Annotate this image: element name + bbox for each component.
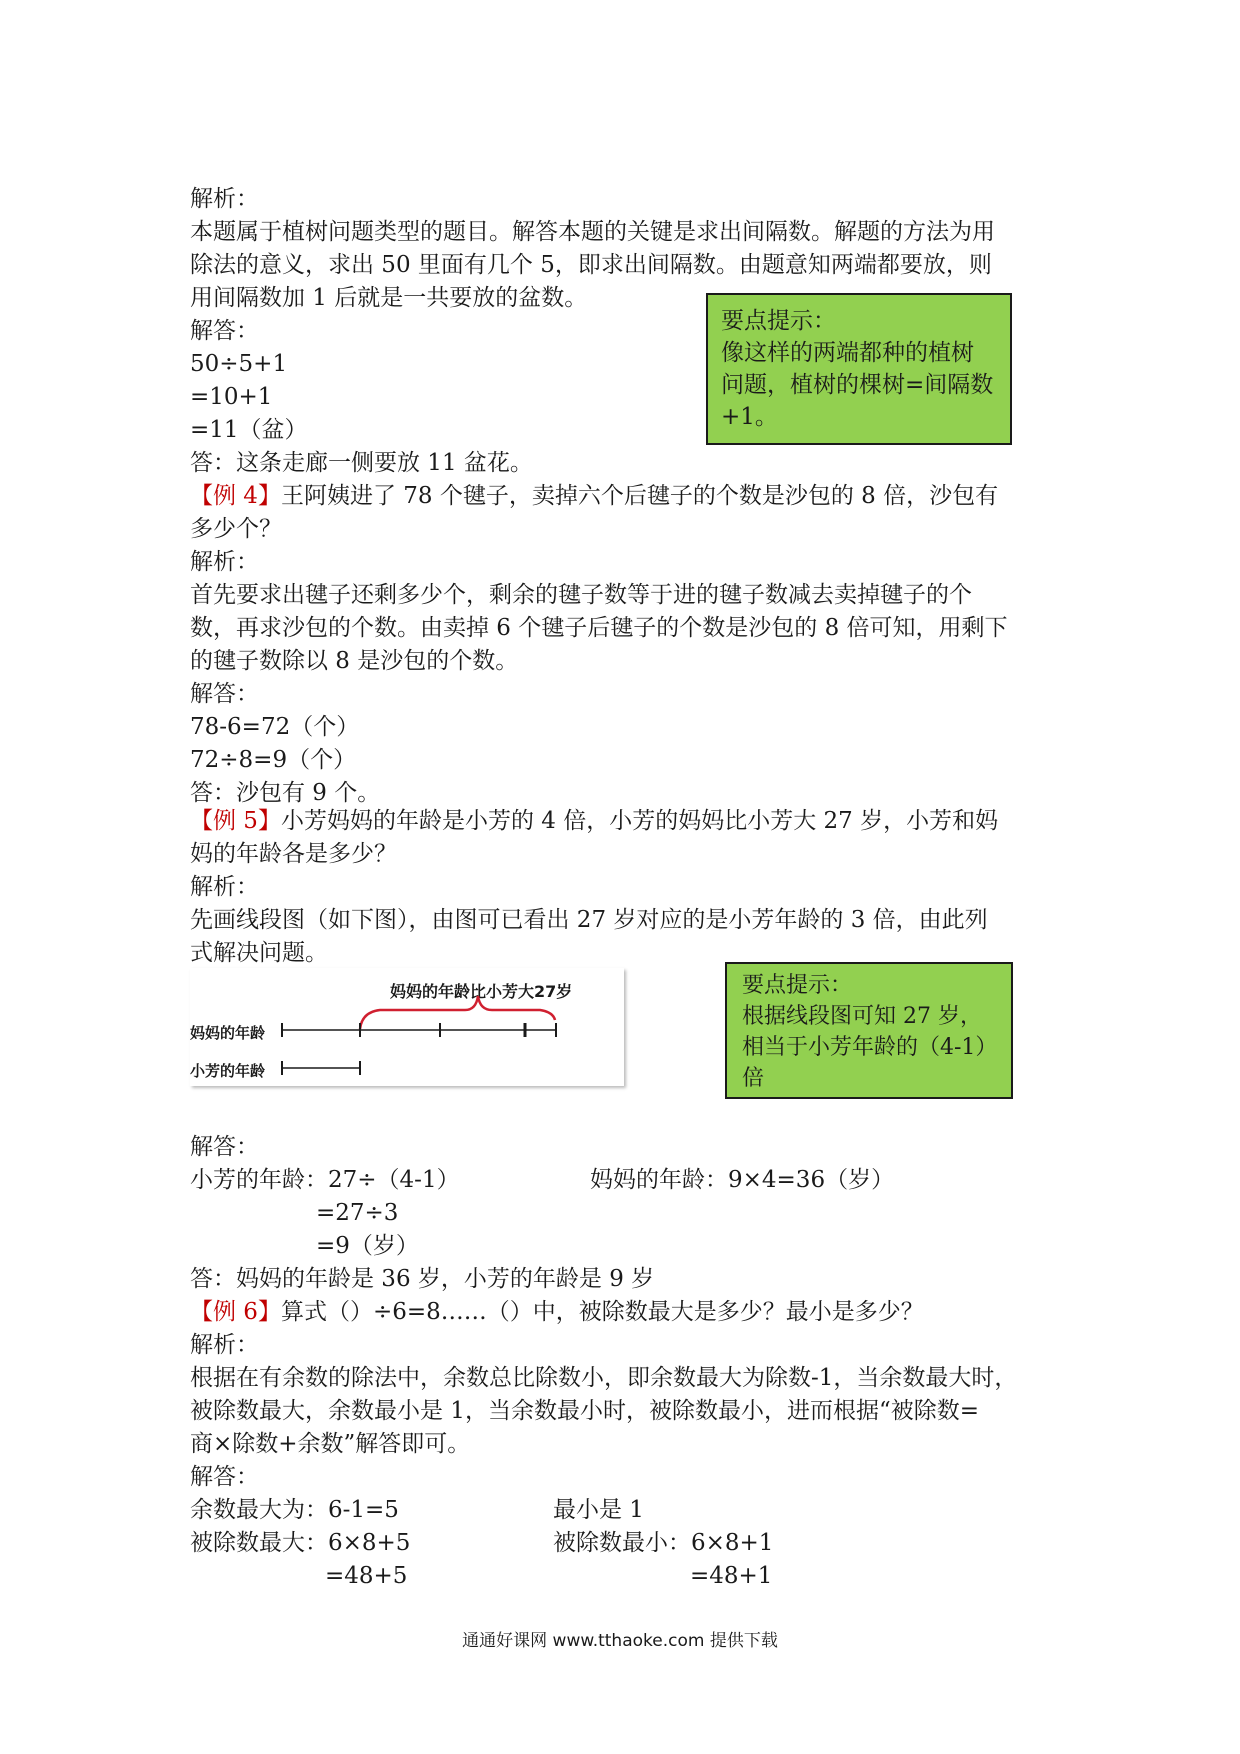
- calc-step: 78-6=72（个）: [190, 714, 360, 740]
- question-text: 王阿姨进了 78 个毽子，卖掉六个后毽子的个数是沙包的 8 倍，沙包有: [280, 483, 999, 509]
- tip-line: 根据线段图可知 27 岁，: [742, 1004, 982, 1029]
- analysis-line: 用间隔数加 1 后就是一共要放的盆数。: [190, 285, 588, 311]
- answer-label: 解答：: [190, 1464, 259, 1490]
- calc-step: 小芳的年龄：27÷（4-1）: [190, 1167, 460, 1193]
- example-tag: 【例 4】: [190, 483, 281, 509]
- analysis-line: 首先要求出毽子还剩多少个，剩余的毽子数等于进的毽子数减去卖掉毽子的个: [190, 582, 972, 608]
- tip-heading: 要点提示：: [742, 973, 853, 998]
- tip-line: 问题，植树的棵树=间隔数: [721, 372, 994, 398]
- answer-label: 解答：: [190, 318, 259, 344]
- calc-step: =48+1: [690, 1563, 773, 1589]
- example-tag: 【例 5】: [190, 808, 281, 834]
- analysis-line: 本题属于植树问题类型的题目。解答本题的关键是求出间隔数。解题的方法为用: [190, 219, 995, 245]
- calc-step: 最小是 1: [553, 1497, 644, 1523]
- analysis-line: 的毽子数除以 8 是沙包的个数。: [190, 648, 519, 674]
- analysis-label: 解析：: [190, 874, 259, 900]
- answer-label: 解答：: [190, 681, 259, 707]
- key-point-box: [725, 962, 1013, 1099]
- example-question: [190, 1296, 924, 1328]
- mom-age-label: 妈妈的年龄: [190, 1024, 266, 1042]
- calc-step: 被除数最大：6×8+5: [190, 1530, 411, 1556]
- analysis-line: 先画线段图（如下图），由图可已看出 27 岁对应的是小芳年龄的 3 倍，由此列: [190, 907, 988, 933]
- analysis-line: 式解决问题。: [190, 940, 328, 966]
- page-footer: 通通好课网 www.tthaoke.com 提供下载: [462, 1631, 778, 1651]
- analysis-line: 除法的意义，求出 50 里面有几个 5，即求出间隔数。由题意知两端都要放，则: [190, 252, 992, 278]
- answer-sentence: 答：妈妈的年龄是 36 岁，小芳的年龄是 9 岁: [190, 1266, 655, 1292]
- analysis-line: 根据在有余数的除法中，余数总比除数小，即余数最大为除数-1，当余数最大时，: [190, 1365, 1018, 1391]
- tip-line: 倍: [742, 1066, 765, 1091]
- key-point-box: [706, 293, 1012, 445]
- analysis-line: 商×除数+余数”解答即可。: [190, 1431, 471, 1457]
- calc-step: 50÷5+1: [190, 351, 288, 377]
- analysis-label: 解析：: [190, 1332, 259, 1358]
- question-text: 多少个？: [190, 516, 282, 542]
- tip-line: 相当于小芳年龄的（4-1）: [742, 1035, 998, 1060]
- calc-step: 72÷8=9（个）: [190, 747, 357, 773]
- analysis-line: 被除数最大，余数最小是 1，当余数最小时，被除数最小，进而根据“被除数=: [190, 1398, 979, 1424]
- analysis-line: 数，再求沙包的个数。由卖掉 6 个毽子后毽子的个数是沙包的 8 倍可知，用剩下: [190, 615, 1008, 641]
- calc-step: 余数最大为：6-1=5: [190, 1497, 399, 1523]
- tip-heading: 要点提示：: [721, 308, 836, 334]
- example-question: [190, 480, 998, 512]
- question-text: 妈的年龄各是多少？: [190, 841, 397, 867]
- tip-line: 像这样的两端都种的植树: [721, 340, 974, 366]
- example-tag: 【例 6】: [190, 1299, 281, 1325]
- calc-step: =27÷3: [316, 1200, 399, 1226]
- line-segment-svg: [190, 968, 624, 1086]
- line-segment-diagram: [190, 968, 624, 1086]
- calc-step: 妈妈的年龄：9×4=36（岁）: [590, 1167, 895, 1193]
- answer-label: 解答：: [190, 1134, 259, 1160]
- calc-step: =9（岁）: [316, 1233, 419, 1259]
- answer-sentence: 答：沙包有 9 个。: [190, 780, 381, 806]
- fang-age-label: 小芳的年龄: [190, 1062, 266, 1080]
- question-text: 小芳妈妈的年龄是小芳的 4 倍，小芳的妈妈比小芳大 27 岁，小芳和妈: [280, 808, 999, 834]
- analysis-label: 解析：: [190, 186, 259, 212]
- calc-step: =11（盆）: [190, 417, 308, 443]
- diagram-title: 妈妈的年龄比小芳大27岁: [390, 982, 573, 1001]
- analysis-label: 解析：: [190, 549, 259, 575]
- tip-line: +1。: [721, 404, 778, 430]
- example-question: [190, 805, 998, 837]
- calc-step: 被除数最小：6×8+1: [553, 1530, 774, 1556]
- question-text: 算式（）÷6=8……（）中，被除数最大是多少？最小是多少？: [280, 1299, 924, 1325]
- answer-sentence: 答：这条走廊一侧要放 11 盆花。: [190, 450, 533, 476]
- calc-step: =10+1: [190, 384, 273, 410]
- calc-step: =48+5: [325, 1563, 408, 1589]
